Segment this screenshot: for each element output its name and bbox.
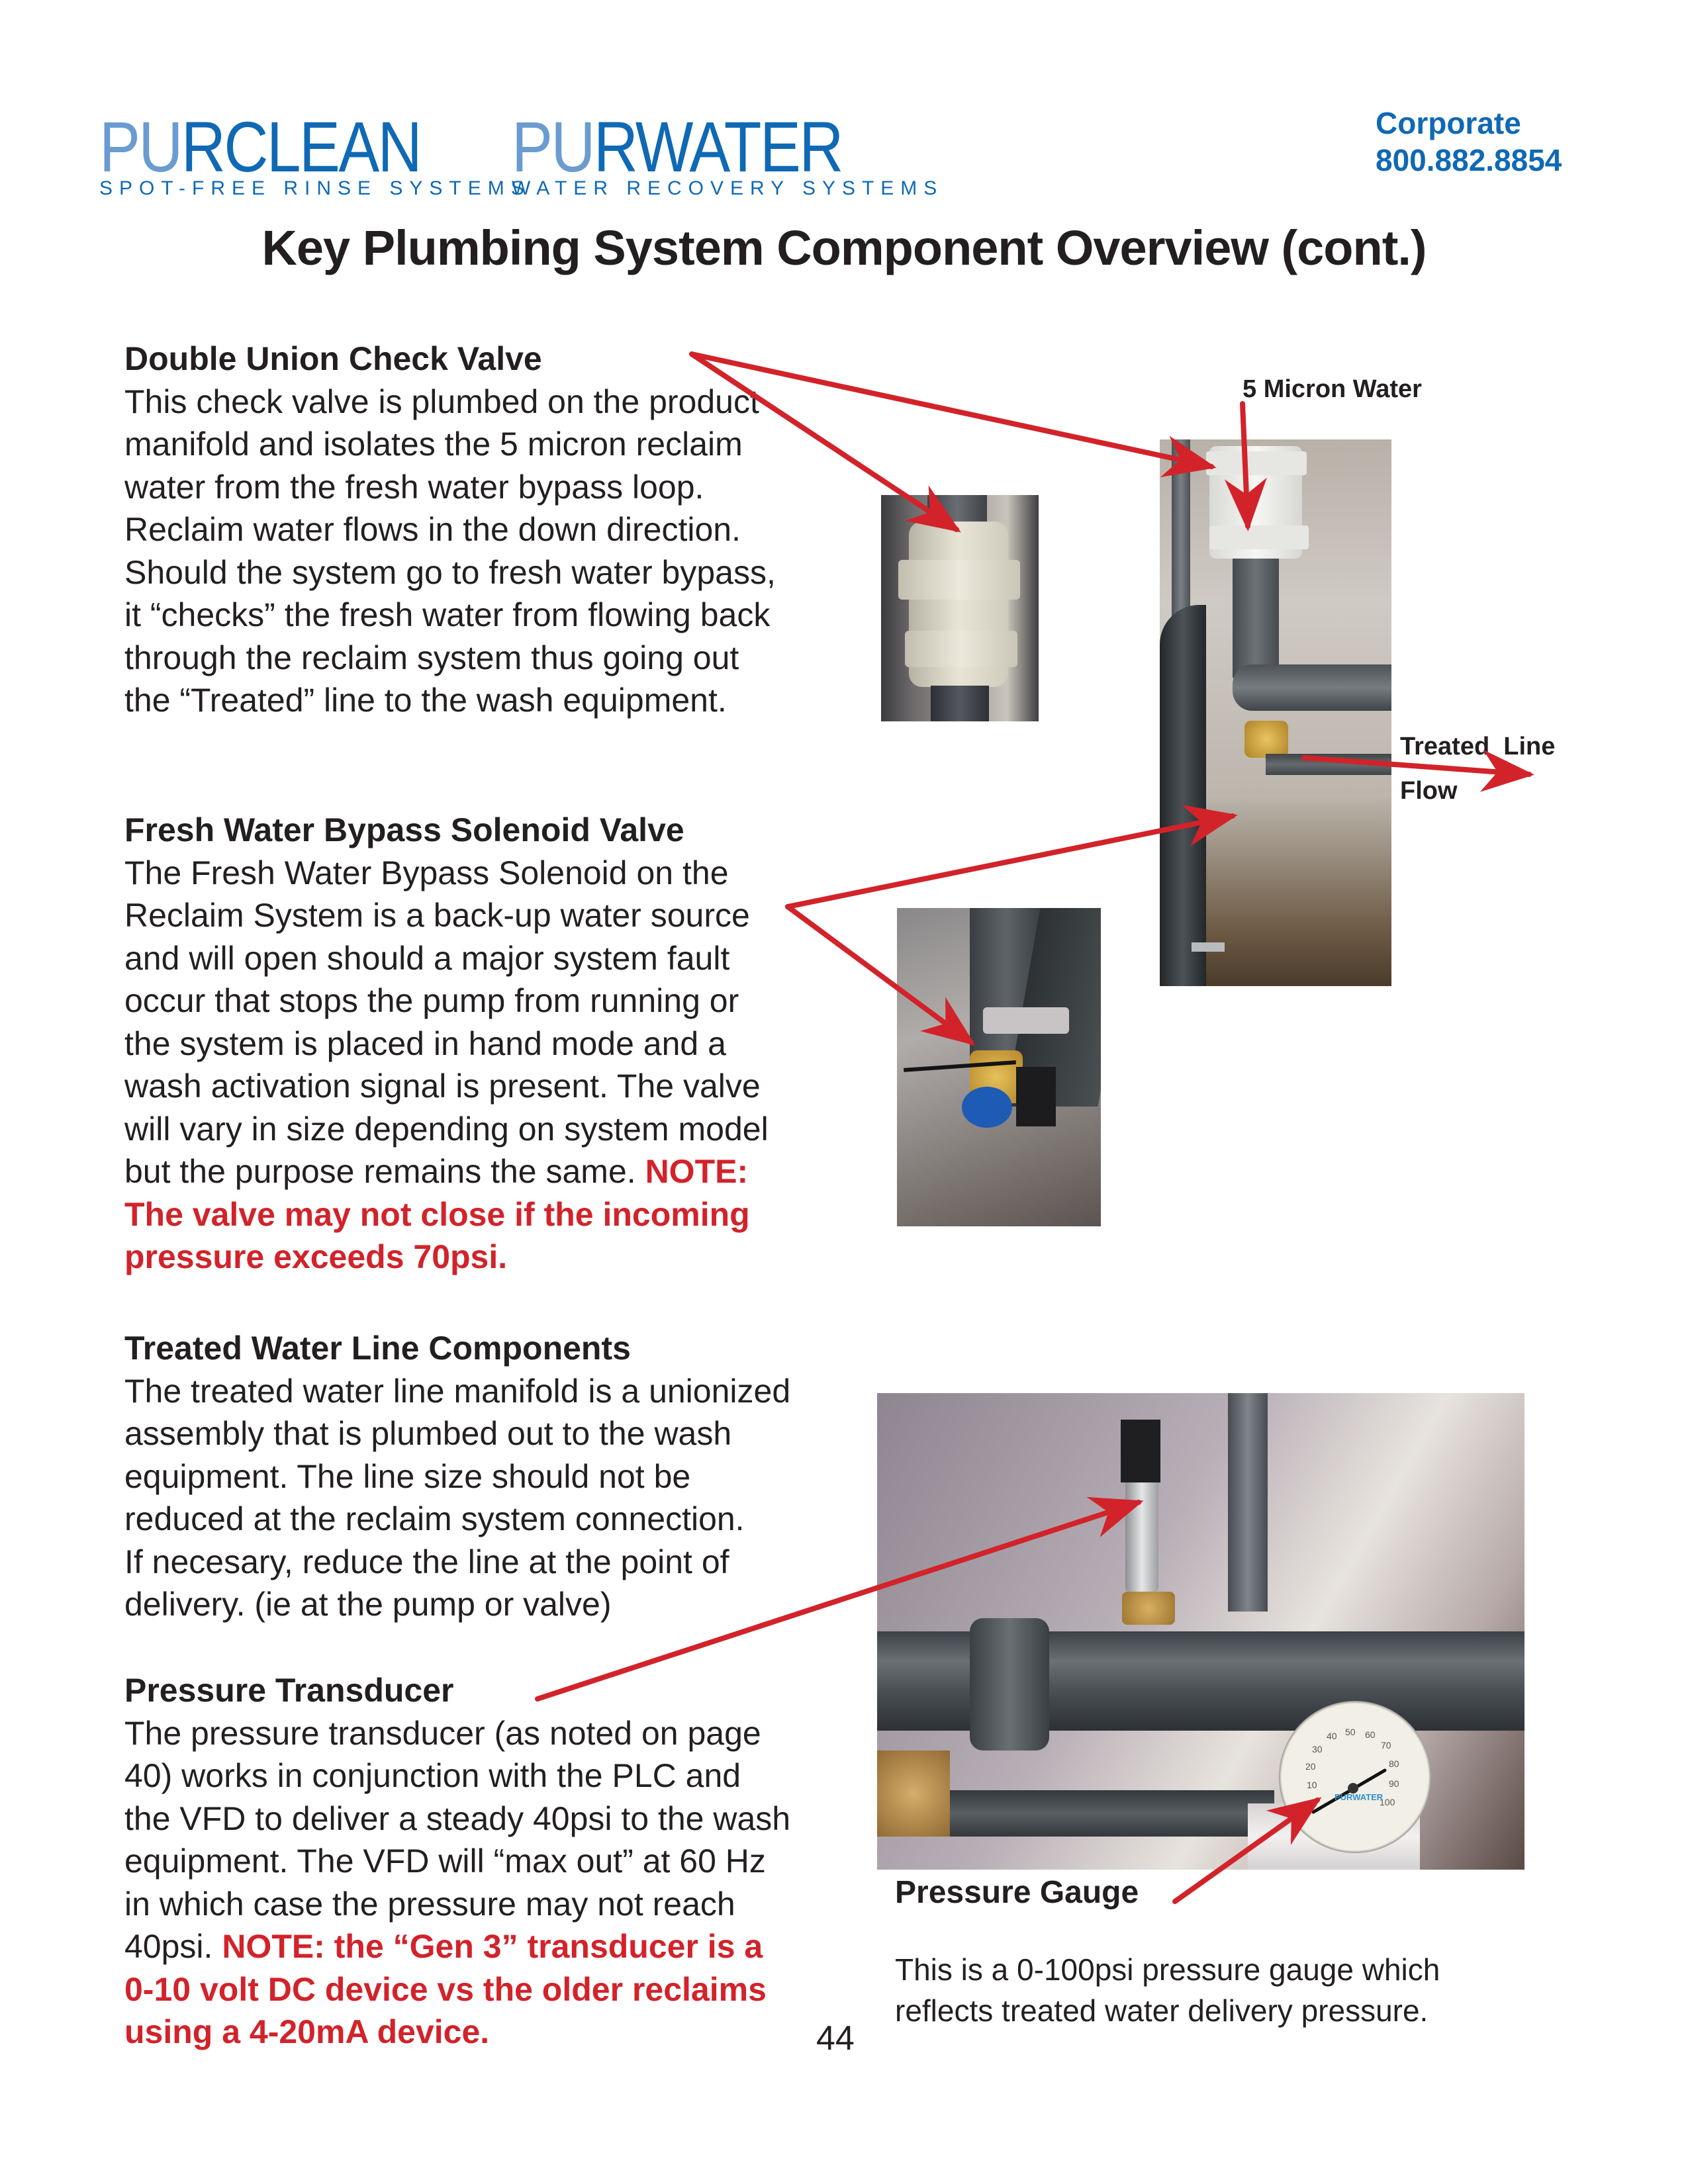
body-line: This check valve is plumbed on the product xyxy=(124,383,759,420)
svg-text:40: 40 xyxy=(1327,1731,1337,1741)
logo-text: RWATER xyxy=(593,107,842,187)
photo-reclaim-plumbing xyxy=(1160,439,1391,986)
body-line: manifold and isolates the 5 micron reclaim xyxy=(124,426,743,463)
svg-text:50: 50 xyxy=(1345,1727,1356,1737)
body-line xyxy=(124,1150,853,1193)
corporate-contact xyxy=(1376,105,1562,179)
svg-text:30: 30 xyxy=(1312,1744,1323,1754)
section-check-valve xyxy=(124,338,853,722)
body-text: 40psi. xyxy=(124,1928,222,1965)
body-line: Should the system go to fresh water bypass, xyxy=(124,553,776,591)
corporate-phone: 800.882.8854 xyxy=(1376,143,1562,177)
solenoid-coil xyxy=(1016,1067,1056,1126)
blue-coil-cap xyxy=(962,1087,1012,1128)
section-pressure-transducer xyxy=(124,1669,853,2054)
body-line: through the reclaim system thus going out xyxy=(124,639,739,676)
section-treated-water-line xyxy=(124,1327,853,1626)
page-number: 44 xyxy=(816,2019,855,2058)
transducer-connector xyxy=(1121,1420,1160,1482)
svg-text:80: 80 xyxy=(1389,1758,1399,1769)
gauge-dial-icon xyxy=(1279,1701,1431,1853)
union-fitting xyxy=(970,1618,1049,1751)
note-text: NOTE: the “Gen 3” transducer is a xyxy=(222,1928,763,1965)
body-line: The Fresh Water Bypass Solenoid on the xyxy=(124,854,729,891)
body-line: The pressure transducer (as noted on page xyxy=(124,1714,761,1752)
note-text: pressure exceeds 70psi. xyxy=(124,1238,508,1275)
photo-treated-manifold xyxy=(877,1393,1524,1870)
brass-fitting xyxy=(1122,1592,1175,1625)
svg-text:20: 20 xyxy=(1305,1761,1316,1772)
grey-pipe-vertical xyxy=(1233,559,1279,678)
body-line: will vary in size depending on system model xyxy=(124,1110,769,1148)
body-line: reduced at the reclaim system connection. xyxy=(124,1500,745,1537)
body-line: it “checks” the fresh water from flowing back xyxy=(124,596,771,633)
purclean-logo xyxy=(99,107,421,187)
svg-text:70: 70 xyxy=(1381,1740,1391,1751)
body-line: the VFD to deliver a steady 40psi to the wash xyxy=(124,1799,791,1837)
svg-text:100: 100 xyxy=(1380,1797,1395,1807)
svg-text:60: 60 xyxy=(1365,1729,1376,1740)
union-nut-bottom xyxy=(905,631,1017,667)
section-solenoid-valve xyxy=(124,809,853,1279)
svg-text:10: 10 xyxy=(1307,1780,1317,1790)
black-hose xyxy=(1160,605,1206,986)
brass-solenoid xyxy=(1244,721,1288,758)
mounting-bracket xyxy=(983,1007,1069,1034)
note-text: using a 4-20mA device. xyxy=(124,2013,490,2050)
photo-solenoid-valve xyxy=(897,908,1101,1226)
body-line: Reclaim water flows in the down direction. xyxy=(124,511,741,548)
section-title: Double Union Check Valve xyxy=(124,340,542,377)
logo-letter: P xyxy=(512,107,551,187)
logo-letter: P xyxy=(99,107,139,187)
pressure-gauge xyxy=(1279,1674,1438,1853)
body-line: and will open should a major system fault xyxy=(124,939,730,977)
body-line: the system is placed in hand mode and a xyxy=(124,1024,726,1062)
callout-five-micron: 5 Micron Water xyxy=(1243,375,1422,403)
body-line xyxy=(124,1925,853,1968)
body-line: 40) works in conjunction with the PLC and xyxy=(124,1757,741,1794)
purwater-tagline: WATER RECOVERY SYSTEMS xyxy=(512,177,944,199)
purclean-tagline: SPOT-FREE RINSE SYSTEMS xyxy=(99,177,531,199)
body-line: reflects treated water delivery pressure. xyxy=(895,1993,1429,2028)
svg-text:0: 0 xyxy=(1312,1798,1317,1809)
body-text: but the purpose remains the same. xyxy=(124,1153,645,1190)
grey-pipe-lower xyxy=(1266,754,1391,775)
pipe-lower xyxy=(931,686,989,721)
body-line: in which case the pressure may not reach xyxy=(124,1885,735,1923)
elbow-treated-line xyxy=(1233,664,1391,711)
section-title: Pressure Transducer xyxy=(124,1672,454,1709)
svg-text:90: 90 xyxy=(1389,1778,1399,1789)
check-valve-nut-lower xyxy=(1209,525,1309,549)
callout-treated-line: Treated Line xyxy=(1400,733,1556,760)
section-title: Treated Water Line Components xyxy=(124,1330,631,1367)
logo-text: RCLEAN xyxy=(181,107,421,187)
body-line: delivery. (ie at the pump or valve) xyxy=(124,1586,612,1623)
drop-u: U xyxy=(551,107,594,187)
body-line: Reclaim System is a back-up water source xyxy=(124,897,750,934)
photo-check-valve xyxy=(881,495,1039,721)
check-valve-nut xyxy=(1206,451,1307,475)
body-line: occur that stops the pump from running or xyxy=(124,982,739,1019)
body-line: If necesary, reduce the line at the point of xyxy=(124,1543,729,1580)
page-title: Key Plumbing System Component Overview (cont.) xyxy=(261,220,1427,275)
brass-valve-left xyxy=(877,1751,950,1837)
body-line: This is a 0-100psi pressure gauge which xyxy=(895,1952,1440,1987)
body-line: equipment. The line size should not be xyxy=(124,1457,691,1495)
body-line: equipment. The VFD will “max out” at 60 Hz xyxy=(124,1843,766,1880)
vertical-pipe xyxy=(1228,1393,1268,1612)
transducer-body xyxy=(1125,1479,1158,1592)
body-line: the “Treated” line to the wash equipment. xyxy=(124,682,727,719)
union-nut-top xyxy=(898,560,1020,600)
note-text: 0-10 volt DC device vs the older reclaims xyxy=(124,1970,767,2008)
body-line: water from the fresh water bypass loop. xyxy=(124,468,704,506)
hose-clamp xyxy=(1192,942,1225,952)
body-line: The treated water line manifold is a unionized xyxy=(124,1372,791,1410)
gauge-title: Pressure Gauge xyxy=(895,1875,1139,1910)
body-line: wash activation signal is present. The valve xyxy=(124,1068,761,1105)
svg-text:PURWATER: PURWATER xyxy=(1335,1792,1383,1802)
section-title: Fresh Water Bypass Solenoid Valve xyxy=(124,811,684,848)
note-text: The valve may not close if the incoming xyxy=(124,1195,750,1233)
note-text: NOTE: xyxy=(645,1153,749,1190)
drop-u: U xyxy=(138,107,181,187)
callout-flow: Flow xyxy=(1400,777,1458,805)
body-line: assembly that is plumbed out to the wash xyxy=(124,1415,732,1452)
corporate-label: Corporate xyxy=(1376,106,1521,140)
gauge-description xyxy=(895,1949,1524,2031)
purwater-logo xyxy=(512,107,842,187)
